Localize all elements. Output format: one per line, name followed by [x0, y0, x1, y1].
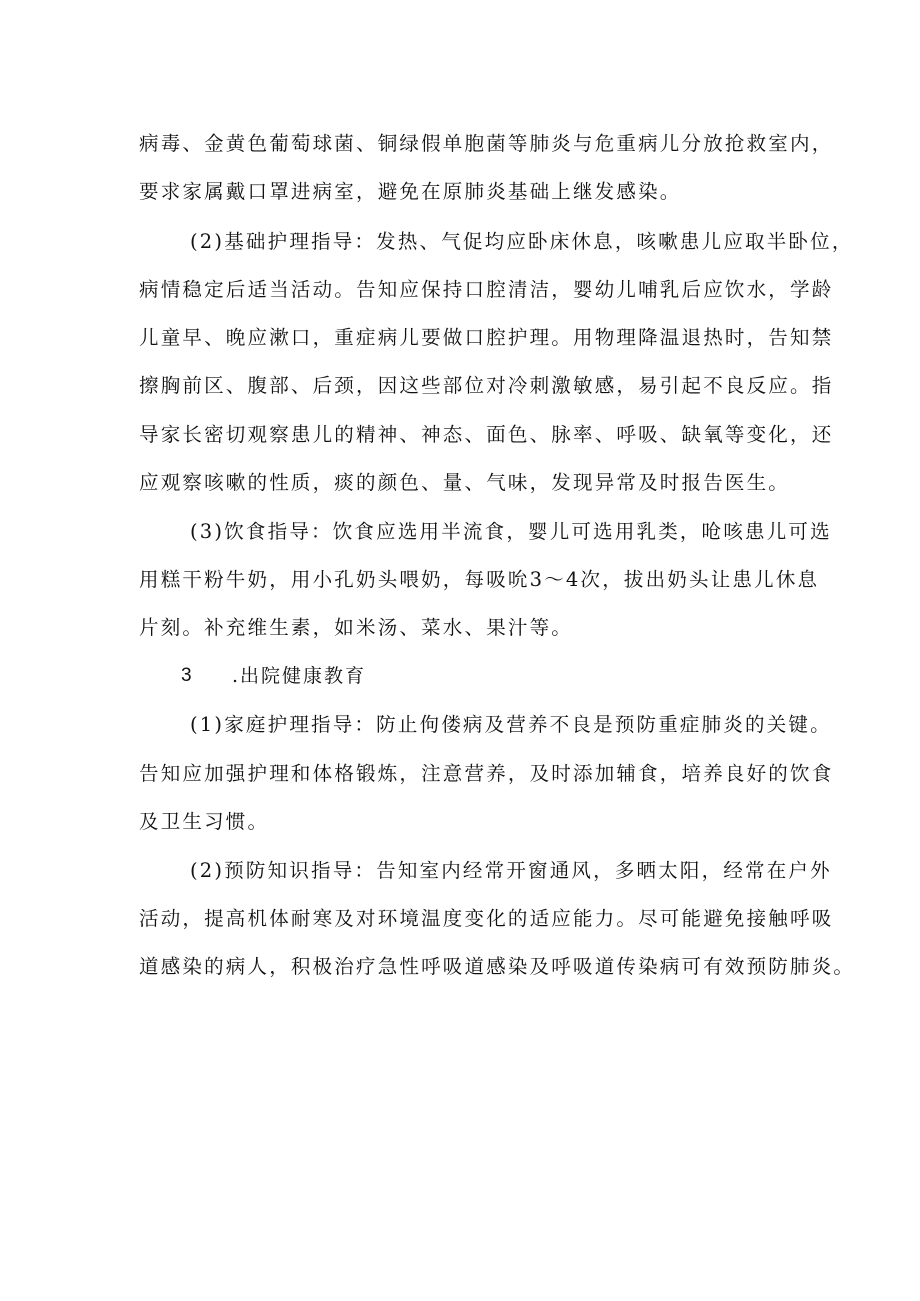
paragraph-diet: (3)饮食指导：饮食应选用半流食，婴儿可选用乳类，呛咳患儿可选 [190, 520, 832, 543]
body-text-line: 病情稳定后适当活动。告知应保持口腔清洁，婴幼儿哺乳后应饮水，学龄 [139, 278, 834, 301]
body-text-line: 病毒、金黄色葡萄球菌、铜绿假单胞菌等肺炎与危重病儿分放抢救室内， [139, 132, 834, 155]
paragraph-prevention: (2)预防知识指导：告知室内经常开窗通风，多晒太阳，经常在户外 [190, 859, 832, 882]
body-text-line: 擦胸前区、腹部、后颈，因这些部位对冷刺激敏感，易引起不良反应。指 [139, 374, 834, 397]
body-text-line: 片刻。补充维生素，如米汤、菜水、果汁等。 [139, 616, 574, 639]
paragraph-basic-care: (2)基础护理指导：发热、气促均应卧床休息，咳嗽患儿应取半卧位， [190, 230, 854, 253]
body-text-line: 及卫生习惯。 [139, 810, 270, 833]
paragraph-home-care: (1)家庭护理指导：防止佝偻病及营养不良是预防重症肺炎的关键。 [190, 713, 832, 736]
body-text-line: 儿童早、晚应漱口，重症病儿要做口腔护理。用物理降温退热时，告知禁 [139, 326, 834, 349]
body-text-line: 活动，提高机体耐寒及对环境温度变化的适应能力。尽可能避免接触呼吸 [139, 907, 834, 930]
body-text-line: 应观察咳嗽的性质，痰的颜色、量、气味，发现异常及时报告医生。 [139, 471, 791, 494]
section-title: .出院健康教育 [232, 665, 367, 687]
body-text-line: 告知应加强护理和体格锻炼，注意营养，及时添加辅食，培养良好的饮食 [139, 762, 834, 785]
section-number: 3 [181, 665, 192, 686]
body-text-line: 导家长密切观察患儿的精神、神态、面色、脉率、呼吸、缺氧等变化，还 [139, 423, 834, 446]
body-text-line: 要求家属戴口罩进病室，避免在原肺炎基础上继发感染。 [139, 180, 682, 203]
body-text-line: 用糕干粉牛奶，用小孔奶头喂奶，每吸吮3～4次，拔出奶头让患儿休息 [139, 568, 820, 591]
body-text-line: 道感染的病人，积极治疗急性呼吸道感染及呼吸道传染病可有效预防肺炎。 [139, 955, 856, 978]
